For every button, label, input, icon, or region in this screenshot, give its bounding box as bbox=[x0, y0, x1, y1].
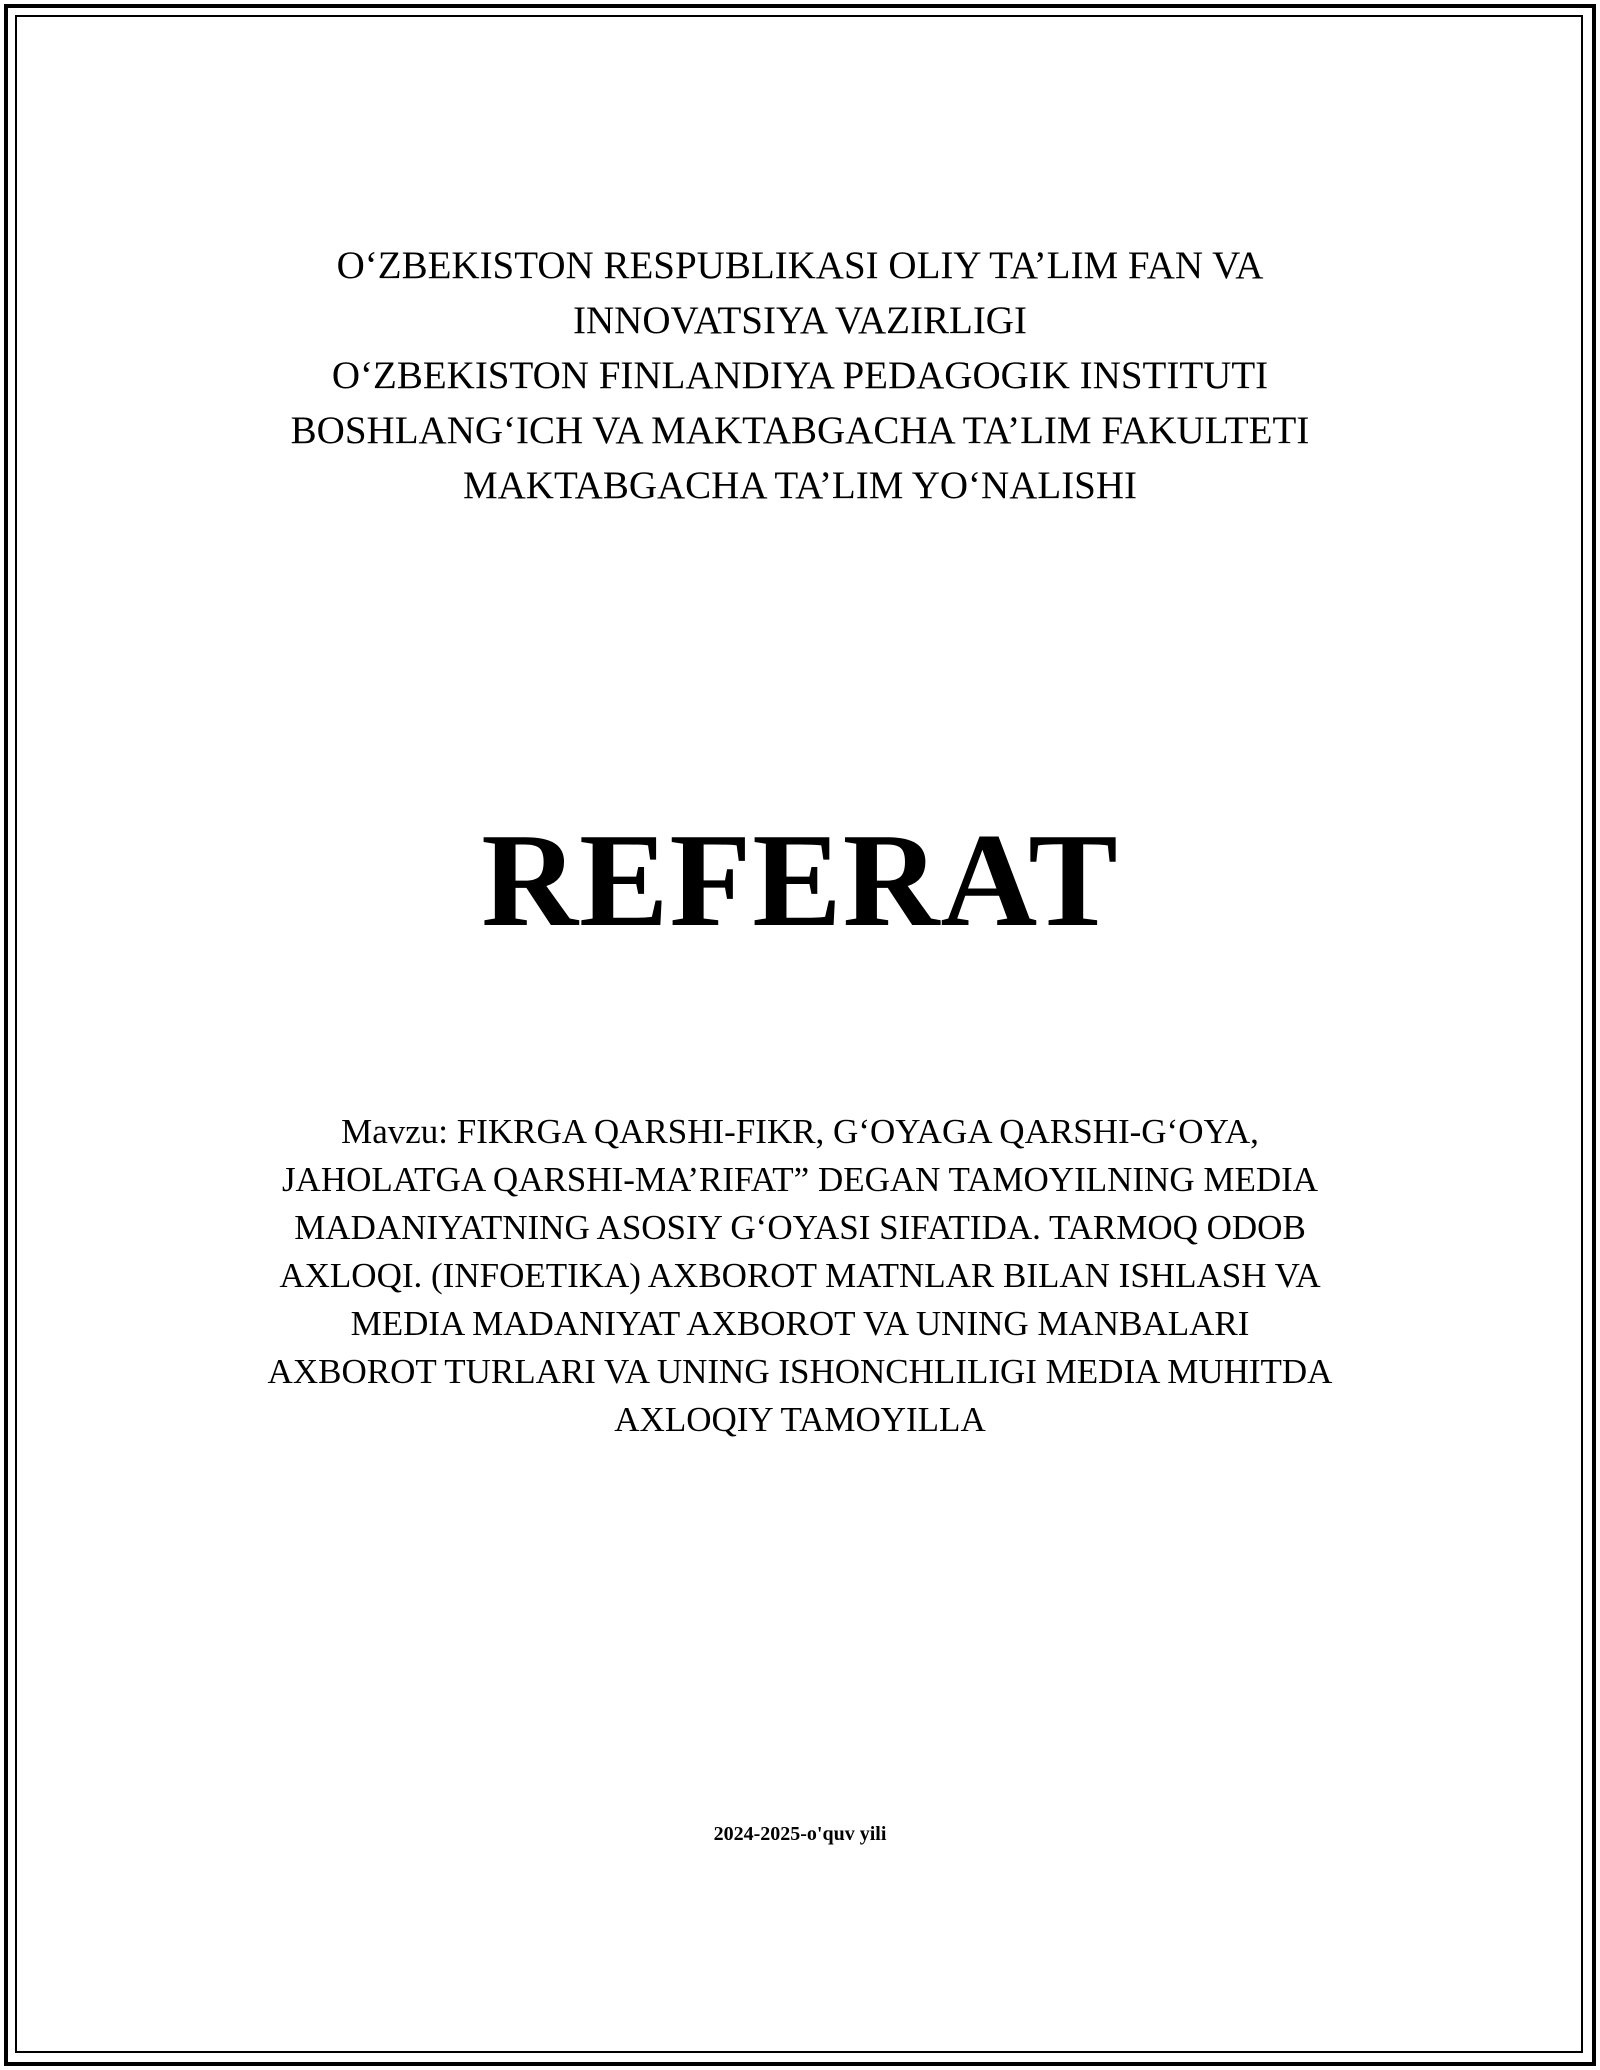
header-line-institute: O‘ZBEKISTON FINLANDIYA PEDAGOGIK INSTITUTI bbox=[331, 354, 1269, 397]
topic-line: Mavzu: FIKRGA QARSHI-FIKR, G‘OYAGA QARSHI-G‘OYA, bbox=[341, 1112, 1259, 1151]
header-line-ministry: O‘ZBEKISTON RESPUBLIKASI OLIY TA’LIM FAN VA bbox=[336, 244, 1264, 287]
header-line-faculty: BOSHLANG‘ICH VA MAKTABGACHA TA’LIM FAKULTETI bbox=[290, 409, 1310, 452]
topic-line: MADANIYATNING ASOSIY G‘OYASI SIFATIDA. TARMOQ ODOB bbox=[294, 1208, 1306, 1247]
topic-line: AXLOQI. (INFOETIKA) AXBOROT MATNLAR BILAN ISHLASH VA bbox=[279, 1256, 1321, 1295]
topic-block bbox=[180, 1108, 1420, 1444]
document-title: REFERAT bbox=[481, 806, 1119, 954]
header-line-ministry-cont: INNOVATSIYA VAZIRLIGI bbox=[573, 299, 1027, 342]
topic-line: AXLOQIY TAMOYILLA bbox=[614, 1400, 986, 1439]
institution-header bbox=[180, 238, 1420, 513]
topic-line: JAHOLATGA QARSHI-MA’RIFAT” DEGAN TAMOYILNING MEDIA bbox=[281, 1160, 1319, 1199]
topic-line: AXBOROT TURLARI VA UNING ISHONCHLILIGI MEDIA MUHITDA bbox=[267, 1352, 1333, 1391]
header-line-direction: MAKTABGACHA TA’LIM YO‘NALISHI bbox=[462, 464, 1138, 507]
academic-year: 2024-2025-o'quv yili bbox=[713, 1823, 887, 1845]
topic-line: MEDIA MADANIYAT AXBOROT VA UNING MANBALARI bbox=[350, 1304, 1250, 1343]
